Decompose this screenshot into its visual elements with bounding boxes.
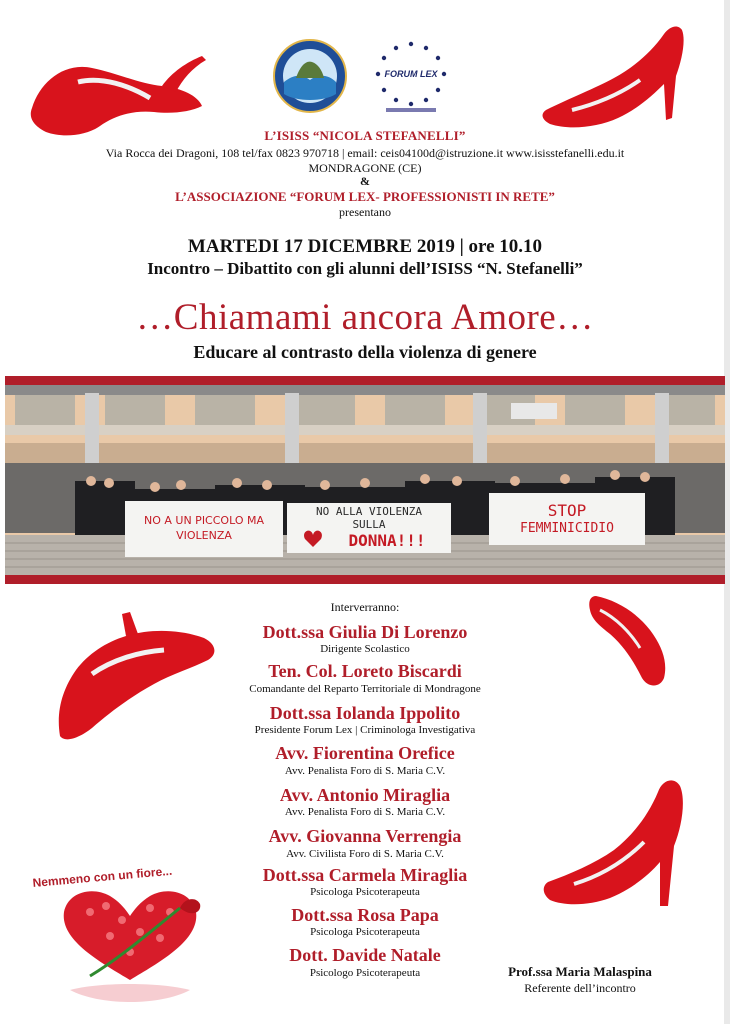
speaker-name: Dott.ssa Rosa Papa: [291, 905, 439, 925]
presents-label: presentano: [339, 205, 391, 219]
speaker-role: Avv. Civilista Foro di S. Maria C.V.: [286, 848, 444, 860]
speaker-name: Dott.ssa Giulia Di Lorenzo: [262, 622, 468, 642]
ampersand: &: [360, 174, 370, 188]
event-subtitle: Educare al contrasto della violenza di genere: [193, 342, 537, 362]
heart-caption: Nemmeno con un fiore...: [32, 863, 173, 890]
organization-address: Via Rocca dei Dragoni, 108 tel/fax 0823 970718 | email: ceis04100d@istruzione.it www.isisstefanelli.edu.it: [105, 146, 625, 160]
red-shoe-icon-top-right: [540, 18, 690, 136]
speaker-name: Avv. Giovanna Verrengia: [268, 826, 462, 846]
speaker-role: Comandante del Reparto Territoriale di Mondragone: [249, 683, 481, 695]
event-description: Incontro – Dibattito con gli alunni dell’ISISS “N. Stefanelli”: [147, 259, 583, 278]
banner-center-line1: NO ALLA VIOLENZA: [316, 505, 422, 518]
speaker-role: Avv. Penalista Foro di S. Maria C.V.: [284, 765, 446, 777]
group-photo: [5, 385, 725, 575]
event-date: MARTEDI 17 DICEMBRE 2019 | ore 10.10: [187, 236, 543, 257]
speaker-name: Dott.ssa Carmela Miraglia: [262, 865, 468, 885]
speaker-role: Dirigente Scolastico: [320, 643, 410, 655]
speaker-role: Presidente Forum Lex | Criminologa Investigativa: [254, 724, 476, 736]
association-name: L’ASSOCIAZIONE “FORUM LEX- PROFESSIONISTI IN RETE”: [175, 189, 555, 204]
speaker-name: Dott.ssa Iolanda Ippolito: [269, 703, 461, 723]
banner-left-text: NO A UN PICCOLO MA VIOLENZA: [144, 514, 264, 542]
banner-center-line3: DONNA!!!: [348, 531, 426, 550]
organization-city: MONDRAGONE (CE): [308, 161, 422, 175]
banner-center-line2: SULLA: [352, 518, 386, 531]
speaker-name: Avv. Fiorentina Orefice: [275, 743, 455, 763]
event-title: …Chiamami ancora Amore…: [136, 297, 594, 338]
speaker-name: Avv. Antonio Miraglia: [279, 785, 451, 805]
banner-right-line2: FEMMINICIDIO: [520, 521, 614, 536]
school-logo-icon: [272, 38, 348, 114]
speaker-name: Dott. Davide Natale: [289, 945, 441, 965]
organization-name: L’ISISS “NICOLA STEFANELLI”: [264, 128, 466, 143]
banner-right-line1: STOP: [547, 501, 587, 520]
referent-role: Referente dell’incontro: [524, 981, 636, 995]
speaker-name: Ten. Col. Loreto Biscardi: [268, 661, 462, 681]
speaker-role: Avv. Penalista Foro di S. Maria C.V.: [284, 806, 446, 818]
referent-name: Prof.ssa Maria Malaspina: [508, 964, 652, 979]
speaker-role: Psicologa Psicoterapeuta: [310, 926, 420, 938]
speaker-role: Psicologa Psicoterapeuta: [310, 886, 420, 898]
speakers-intro: Interverranno:: [330, 600, 400, 614]
red-shoe-icon-top-left: [22, 42, 212, 138]
speaker-role: Psicologo Psicoterapeuta: [309, 967, 421, 979]
forum-lex-logo-text: FORUM LEX: [384, 69, 438, 79]
